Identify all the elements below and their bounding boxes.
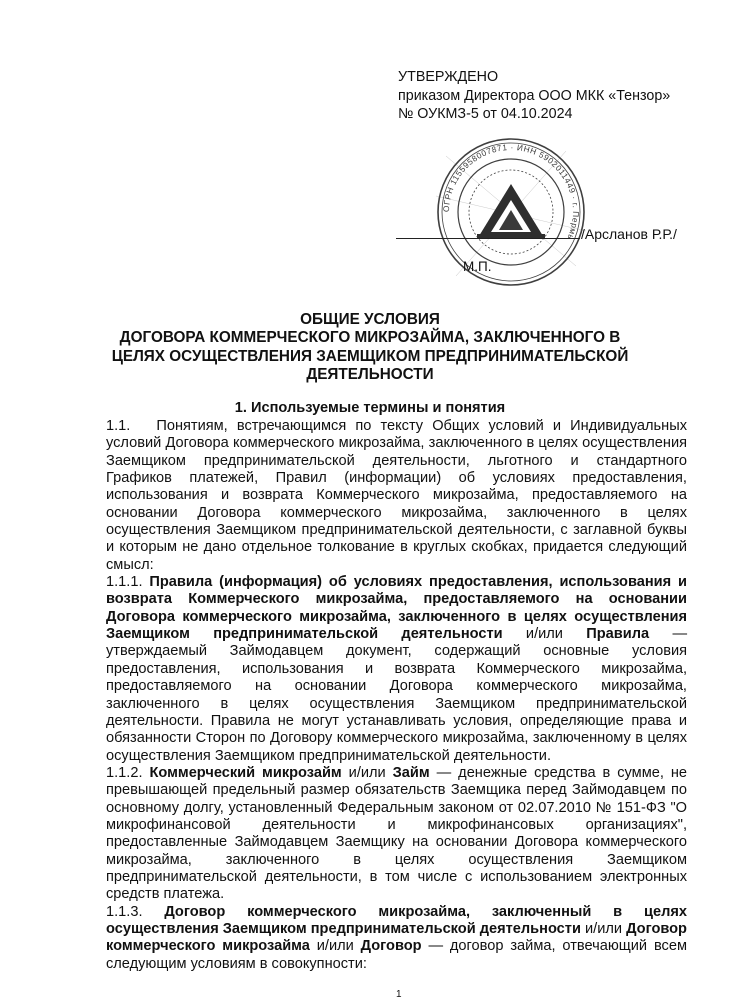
title-line-2: ДОГОВОРА КОММЕРЧЕСКОГО МИКРОЗАЙМА, ЗАКЛЮЧЕННОГО В (119, 329, 621, 347)
term-bold: Договор (360, 938, 422, 955)
paragraph-1-1-3: 1.1.3. Договор коммерческого микрозайма, заключенный в целях осуществления Заемщиком предпринимательской деятельности и/или Договор коммерческого микрозайма и/или Договор — договор займа, отвечающий всем следующим условиям в совокупности: (106, 903, 687, 972)
title-line-4: ДЕЯТЕЛЬНОСТИ (306, 365, 434, 383)
paragraph-1-1-2: 1.1.2. Коммерческий микрозайм и/или Займ — денежные средства в сумме, не превышающей предельный размер обязательств Заемщика перед Займодавцем по основному долгу, установленный Федеральным законом от 02.07.2010 № 151-ФЗ "О микрофинансовой деятельности и микрофинансовых организациях", предоставленные Займодавцем Заемщику на основании Договора коммерческого микрозайма, заключенного в целях осуществления Заемщиком предпринимательской деятельности, в том числе с использованием электронных средств платежа. (106, 764, 688, 903)
clause-text: — утверждаемый Займодавцем документ, содержащий основные условия предоставления, использования и возврата Коммерческого микрозайма, предоставляемого на основании Договора коммерческого микрозайма, заключенного в целях осуществления Заемщиком предпринимательской деятельности. Правила не могут устанавливать условия, определяющие права и обязанности Сторон по Договору коммерческого микрозайма, заключенному в целях осуществления Заемщиком предпринимательской деятельности. (106, 626, 688, 764)
clause-number: 1.1.3. (106, 903, 143, 920)
section-heading: 1. Используемые термины и понятия (234, 400, 506, 416)
approval-number: № ОУКМЗ-5 от 04.10.2024 (398, 106, 573, 122)
document-body (106, 418, 687, 973)
title-line-3: ЦЕЛЯХ ОСУЩЕСТВЛЕНИЯ ЗАЕМЩИКОМ ПРЕДПРИНИМАТЕЛЬСКОЙ (111, 347, 629, 365)
stamp-place-label: М.П. (463, 259, 492, 274)
clause-text: Понятиям, встречающимся по тексту Общих условий и Индивидуальных условий Договора коммерческого микрозайма, заключенного в целях осуществления Заемщиком предпринимательской деятельности, льготного и стандартного Графиков платежей, Правил (информации) об условиях предоставления, использования и возврата Коммерческого микрозайма, предоставляемого на основании Договора коммерческого микрозайма, заключенного в целях осуществления Заемщиком предпринимательской деятельности, с заглавной буквы и которым не дано отдельное толкование в круглых скобках, придается следующий смысл: (106, 418, 687, 573)
clause-text: — договор займа, отвечающий всем следующим условиям в совокупности: (106, 938, 687, 972)
document-title (60, 311, 680, 384)
paragraph-1-1 (106, 418, 687, 574)
company-seal (426, 136, 596, 288)
term-bold: Договор коммерческого микрозайма, заключенный в целях осуществления Заемщиком предпринимательской деятельности (106, 903, 687, 937)
clause-number: 1.1.2. (106, 764, 143, 781)
clause-text: — денежные средства в сумме, не превышающей предельный размер обязательств Заемщика перед Займодавцем по основному долгу, установленный Федеральным законом от 02.07.2010 № 151-ФЗ "О микрофинансовой деятельности и микрофинансовых организациях", предоставленные Займодавцем Заемщику на основании Договора коммерческого микрозайма, заключенного в целях осуществления Заемщиком предпринимательской деятельности, в том числе с использованием электронных средств платежа. (106, 764, 688, 903)
approval-heading: УТВЕРЖДЕНО (398, 69, 499, 85)
approval-block (398, 68, 718, 124)
term-bold: Правила (информация) об условиях предоставления, использования и возврата Коммерческого микрозайма, предоставляемого на основании Договора коммерческого микрозайма, заключенного в целях осуществления Заемщиком предпринимательской деятельности (106, 574, 687, 643)
seal-ring-text: ОГРН 1155958007871 · ИНН 5902011449 · г. Пермь (441, 142, 581, 242)
paragraph-1-1-1: 1.1.1. Правила (информация) об условиях предоставления, использования и возврата Коммерческого микрозайма, предоставляемого на основании Договора коммерческого микрозайма, заключенного в целях осуществления Заемщиком предпринимательской деятельности и/или Правила — утверждаемый Займодавцем документ, содержащий основные условия предоставления, использования и возврата Коммерческого микрозайма, предоставляемого на основании Договора коммерческого микрозайма, заключенного в целях осуществления Заемщиком предпринимательской деятельности. Правила не могут устанавливать условия, определяющие права и обязанности Сторон по Договору коммерческого микрозайма, заключенному в целях осуществления Заемщиком предпринимательской деятельности. (106, 574, 688, 764)
signer-name: /Арсланов Р.Р./ (581, 226, 677, 242)
clause-number: 1.1. (106, 418, 131, 434)
page-number: 1 (396, 989, 402, 1000)
clause-number: 1.1.1. (106, 574, 143, 591)
title-line-1: ОБЩИЕ УСЛОВИЯ (300, 311, 440, 328)
term-bold: Займ (392, 764, 430, 781)
term-bold: Правила (586, 626, 650, 643)
term-bold: Договор коммерческого микрозайма (106, 920, 687, 955)
approval-order: приказом Директора ООО МКК «Тензор» (398, 87, 671, 104)
signature-line (396, 238, 580, 239)
term-bold: Коммерческий микрозайм (149, 764, 342, 781)
